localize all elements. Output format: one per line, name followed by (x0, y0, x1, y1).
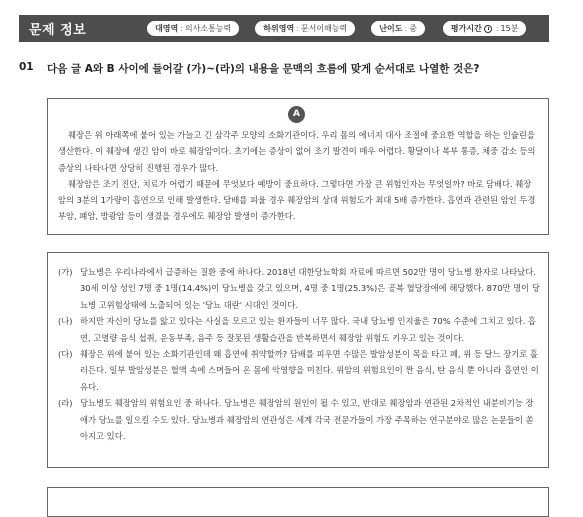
major-area-label: 대영역 (155, 24, 179, 33)
option-tag: (가) (58, 267, 73, 277)
passage-a-paragraph: 췌장은 위 아래쪽에 붙어 있는 가늘고 긴 삼각주 모양의 소화기관이다. 우리 몸의 에너지 대사 조절에 중요한 역할을 하는 인슐린을 생산한다. 이 췌장에 생긴 암이 바로 췌장암이다. 초기에는 증상이 없어 조기 발견이 매우 어렵다. 황달이나 복부 통증, 체중 감소 등의 증상의 나타나면 상당히 진행된 경우가 많다. (58, 130, 536, 173)
difficulty-label: 난이도 (379, 24, 403, 33)
major-area-value: 의사소통능력 (184, 24, 232, 33)
time-separator: : (495, 24, 499, 33)
option-text: 당뇨병도 췌장암의 위험요인 중 하나다. 당뇨병은 췌장암의 원인이 될 수 있고, 반대로 췌장암과 연관된 2차적인 내분비기능 장애가 당뇨를 일으킬 수도 있다. 당뇨병과 췌장암의 연관성은 세계 각국 전문가들이 가장 주목하는 연구분야로 많은 논문들이 쏟아지고 있다. (80, 398, 534, 442)
problem-info-bar (19, 15, 549, 42)
time-value: 15분 (500, 24, 519, 33)
option-text: 췌장은 위에 붙어 있는 소화기관인데 왜 흡연에 취약할까? 담배를 피우면 수많은 발암성분이 목을 타고 폐, 위 등 달느 장기로 흘러든다. 일부 발암성분은 혈액 속에 스며들어 온 몸에 악영향을 미친다. 위암의 위험요인이 짠 음식, 탄 음식 뿐 아니라 흡연인 이유다. (80, 349, 539, 392)
difficulty-separator: : (404, 24, 408, 33)
option-tag: (다) (58, 349, 73, 360)
options-box (47, 252, 549, 468)
option-text: 당뇨병은 우리나라에서 급증하는 질환 중에 하나다. 2018년 대한당뇨학회 자료에 따르면 502만 명이 당뇨병 환자로 나타났다. 30세 이상 성인 7명 중 1명(14.4%)이 당뇨병을 갖고 있으며, 4명 중 1명(25.3%)은 공복 혈당장애에 해당했다. 870만 명이 당뇨병 고위험상태에 노출되어 있는 '당뇨 대란' 시대인 것이다. (80, 267, 540, 310)
minor-area-label: 하위영역 (263, 24, 295, 33)
problem-info-title: 문제 정보 (29, 23, 87, 38)
question-number: 01 (19, 61, 34, 73)
difficulty-value: 중 (409, 24, 417, 33)
option-item-da (58, 346, 540, 395)
passage-a-box (47, 98, 549, 235)
minor-area-value: 문서이해능력 (300, 24, 348, 33)
question-text: 다음 글 A와 B 사이에 들어갈 (가)~(라)의 내용을 문맥의 흐름에 맞게 순서대로 나열한 것은? (47, 63, 480, 75)
passage-b-box (47, 487, 549, 517)
time-badge (443, 21, 527, 36)
passage-a-text (58, 127, 536, 225)
passage-a-marker: A (288, 106, 305, 123)
clock-icon (484, 25, 492, 33)
options-text (58, 264, 540, 444)
question-prompt (19, 61, 559, 76)
option-item-ga (58, 264, 540, 313)
minor-area-separator: : (296, 24, 299, 33)
minor-area-badge (255, 21, 355, 36)
time-label: 평가시간 (450, 24, 482, 33)
option-tag: (나) (58, 316, 73, 327)
difficulty-badge (371, 21, 425, 36)
major-area-badge (147, 21, 239, 36)
option-item-ra (58, 395, 540, 444)
major-area-separator: : (180, 24, 183, 33)
passage-a-paragraph: 췌장암은 조기 진단, 치료가 어렵기 때문에 무엇보다 예방이 중요하다. 그렇다면 가장 큰 위험인자는 무엇일까? 바로 담배다. 췌장암의 3분의 1가량이 흡연으로 인해 발생한다. 담배를 피울 경우 췌장암의 상대 위험도가 최대 5배 증가한다. 흡연과 관련된 암인 두경부암, 폐암, 방광암 등이 생겼을 경우에도 췌장암 발생이 증가한다. (58, 178, 536, 222)
option-item-na (58, 313, 540, 346)
option-tag: (라) (58, 398, 73, 409)
option-text: 하지만 자신이 당뇨를 앓고 있다는 사실을 모르고 있는 환자들이 너무 많다. 국내 당뇨병 인지율은 70% 수준에 그치고 있다. 흡연, 고열량 음식 섭취, 운동부족, 음주 등 잘못된 생활습관을 반복하면서 췌장암 위험도 키우고 있는 것이다. (80, 316, 536, 343)
